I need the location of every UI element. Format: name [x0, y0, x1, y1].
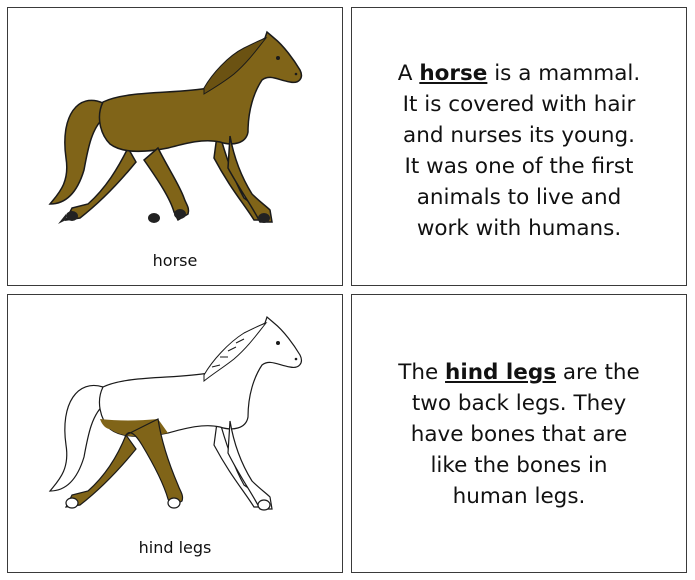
key-term: horse: [419, 61, 488, 86]
definition-line: two back legs. They: [411, 391, 627, 416]
definition-card-hind-legs: [351, 294, 687, 573]
definition-line: The hind legs are the: [398, 360, 640, 385]
definition-line: like the bones in: [430, 453, 608, 478]
definition-line: and nurses its young.: [403, 123, 635, 148]
definition-text: [352, 357, 686, 512]
picture-caption: hind legs: [138, 538, 212, 557]
definition-line: have bones that are: [410, 422, 628, 447]
definition-line: A horse is a mammal.: [397, 61, 641, 86]
key-term: hind legs: [445, 360, 557, 385]
picture-card-hind-legs: [7, 294, 343, 573]
horse-hind-legs-illustration: [8, 295, 344, 574]
definition-card-horse: [351, 7, 687, 286]
picture-caption: horse: [152, 251, 198, 270]
definition-line: animals to live and: [416, 185, 622, 210]
picture-card-horse: [7, 7, 343, 286]
definition-text: [352, 58, 686, 244]
definition-line: human legs.: [452, 484, 586, 509]
definition-line: It was one of the first: [404, 154, 634, 179]
definition-line: It is covered with hair: [402, 92, 636, 117]
horse-illustration: [8, 8, 344, 287]
definition-line: work with humans.: [416, 216, 622, 241]
